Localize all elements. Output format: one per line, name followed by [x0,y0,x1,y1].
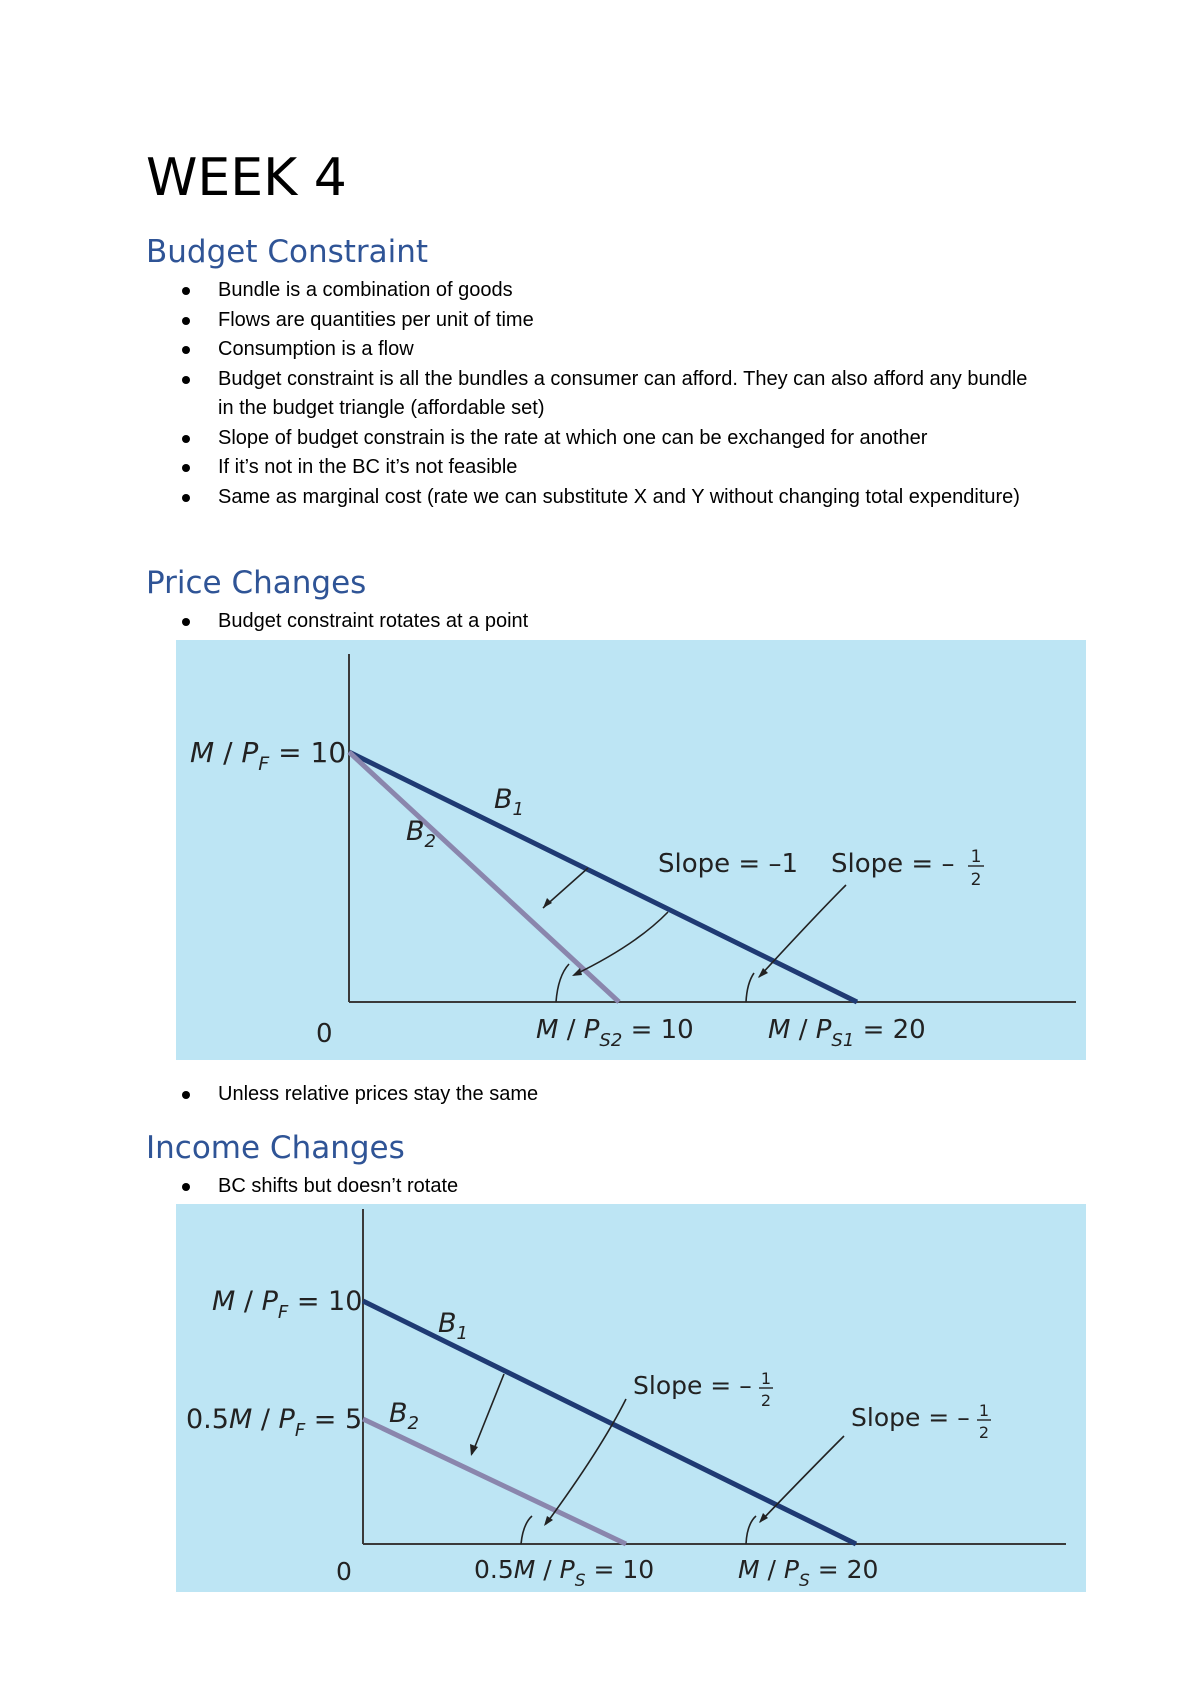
fraction-denominator: 2 [970,870,982,890]
fraction-denominator: 2 [978,1423,990,1442]
list-item: Slope of budget constrain is the rate at which one can be exchanged for another [146,424,1046,454]
bullet-icon [182,287,190,295]
price-change-diagram [176,640,1086,1060]
x-intercept-b2-label: $0.5M / P_S = 10$ [474,1555,655,1591]
budget-line-b1 [363,1301,856,1544]
list-item: BC shifts but doesn’t rotate [146,1172,1046,1202]
slope-leader-b2 [574,912,668,975]
list-item: Flows are quantities per unit of time [146,306,1046,336]
slope-leader-b2 [546,1399,626,1524]
origin-label: 0 [316,1019,333,1049]
income-change-figure [176,1204,1086,1592]
fraction-numerator: 1 [978,1401,990,1420]
bullet-icon [182,317,190,325]
shift-arrow [472,1374,504,1454]
series-label-b1: $B_1$ [494,784,524,820]
bullet-icon [182,618,190,626]
bullet-list-price-changes-after [146,1080,1046,1110]
origin-label: 0 [336,1557,352,1586]
heading-price-changes: Price Changes [146,565,367,601]
heading-income-changes: Income Changes [146,1130,405,1166]
bullet-icon [182,435,190,443]
x-intercept-b1-label: $M / P_{S1} = 20$ [768,1015,926,1051]
income-change-diagram [176,1204,1086,1592]
page-title: WEEK 4 [146,148,347,208]
slope-label-b2: Slope = – [633,1371,752,1400]
fraction-numerator: 1 [970,847,982,867]
slope-leader-b1 [760,1436,844,1522]
y-intercept-label: $M / P_F = 10$ [190,736,347,775]
bullet-list-income-changes [146,1172,1046,1202]
x-intercept-b1-label: $M / P_S = 20$ [738,1555,879,1591]
angle-arc-b1 [746,1516,756,1544]
list-item: Bundle is a combination of goods [146,276,1046,306]
bullet-list-price-changes [146,607,1046,637]
budget-line-b2 [363,1419,626,1544]
y-intercept-b2-label: $0.5M / P_F = 5$ [186,1404,363,1441]
y-intercept-b1-label: $M / P_F = 10$ [212,1286,363,1323]
series-label-b2: $B_2$ [389,1398,419,1434]
angle-arc-b1 [746,973,754,1002]
list-item: Same as marginal cost (rate we can substitute X and Y without changing total expenditure) [146,483,1046,513]
x-intercept-b2-label: $M / P_{S2} = 10$ [536,1015,694,1051]
angle-arc-b2 [556,964,569,1002]
slope-label-b2: Slope = –1 [658,849,798,879]
bullet-icon [182,464,190,472]
angle-arc-b2 [521,1516,532,1544]
list-item: If it’s not in the BC it’s not feasible [146,453,1046,483]
bullet-icon [182,376,190,384]
arrowhead-icon [470,1444,478,1456]
bullet-icon [182,1183,190,1191]
slope-label-b1: Slope = – [851,1403,970,1432]
slope-label-b1: Slope = – [831,849,955,879]
bullet-list-budget-constraint [146,276,1046,512]
series-label-b2: $B_2$ [406,816,436,852]
fraction-denominator: 2 [760,1391,772,1410]
heading-budget-constraint: Budget Constraint [146,234,429,270]
bullet-icon [182,346,190,354]
list-item: Budget constraint is all the bundles a consumer can afford. They can also afford any bundle in the budget triangle (affordable set) [146,365,1046,424]
slope-leader-b1 [759,885,846,977]
fraction-numerator: 1 [760,1369,772,1388]
price-change-figure [176,640,1086,1060]
list-item: Consumption is a flow [146,335,1046,365]
bullet-icon [182,494,190,502]
list-item: Budget constraint rotates at a point [146,607,1046,637]
bullet-icon [182,1091,190,1099]
list-item: Unless relative prices stay the same [146,1080,1046,1110]
series-label-b1: $B_1$ [438,1308,468,1344]
arrowhead-icon [543,898,552,908]
